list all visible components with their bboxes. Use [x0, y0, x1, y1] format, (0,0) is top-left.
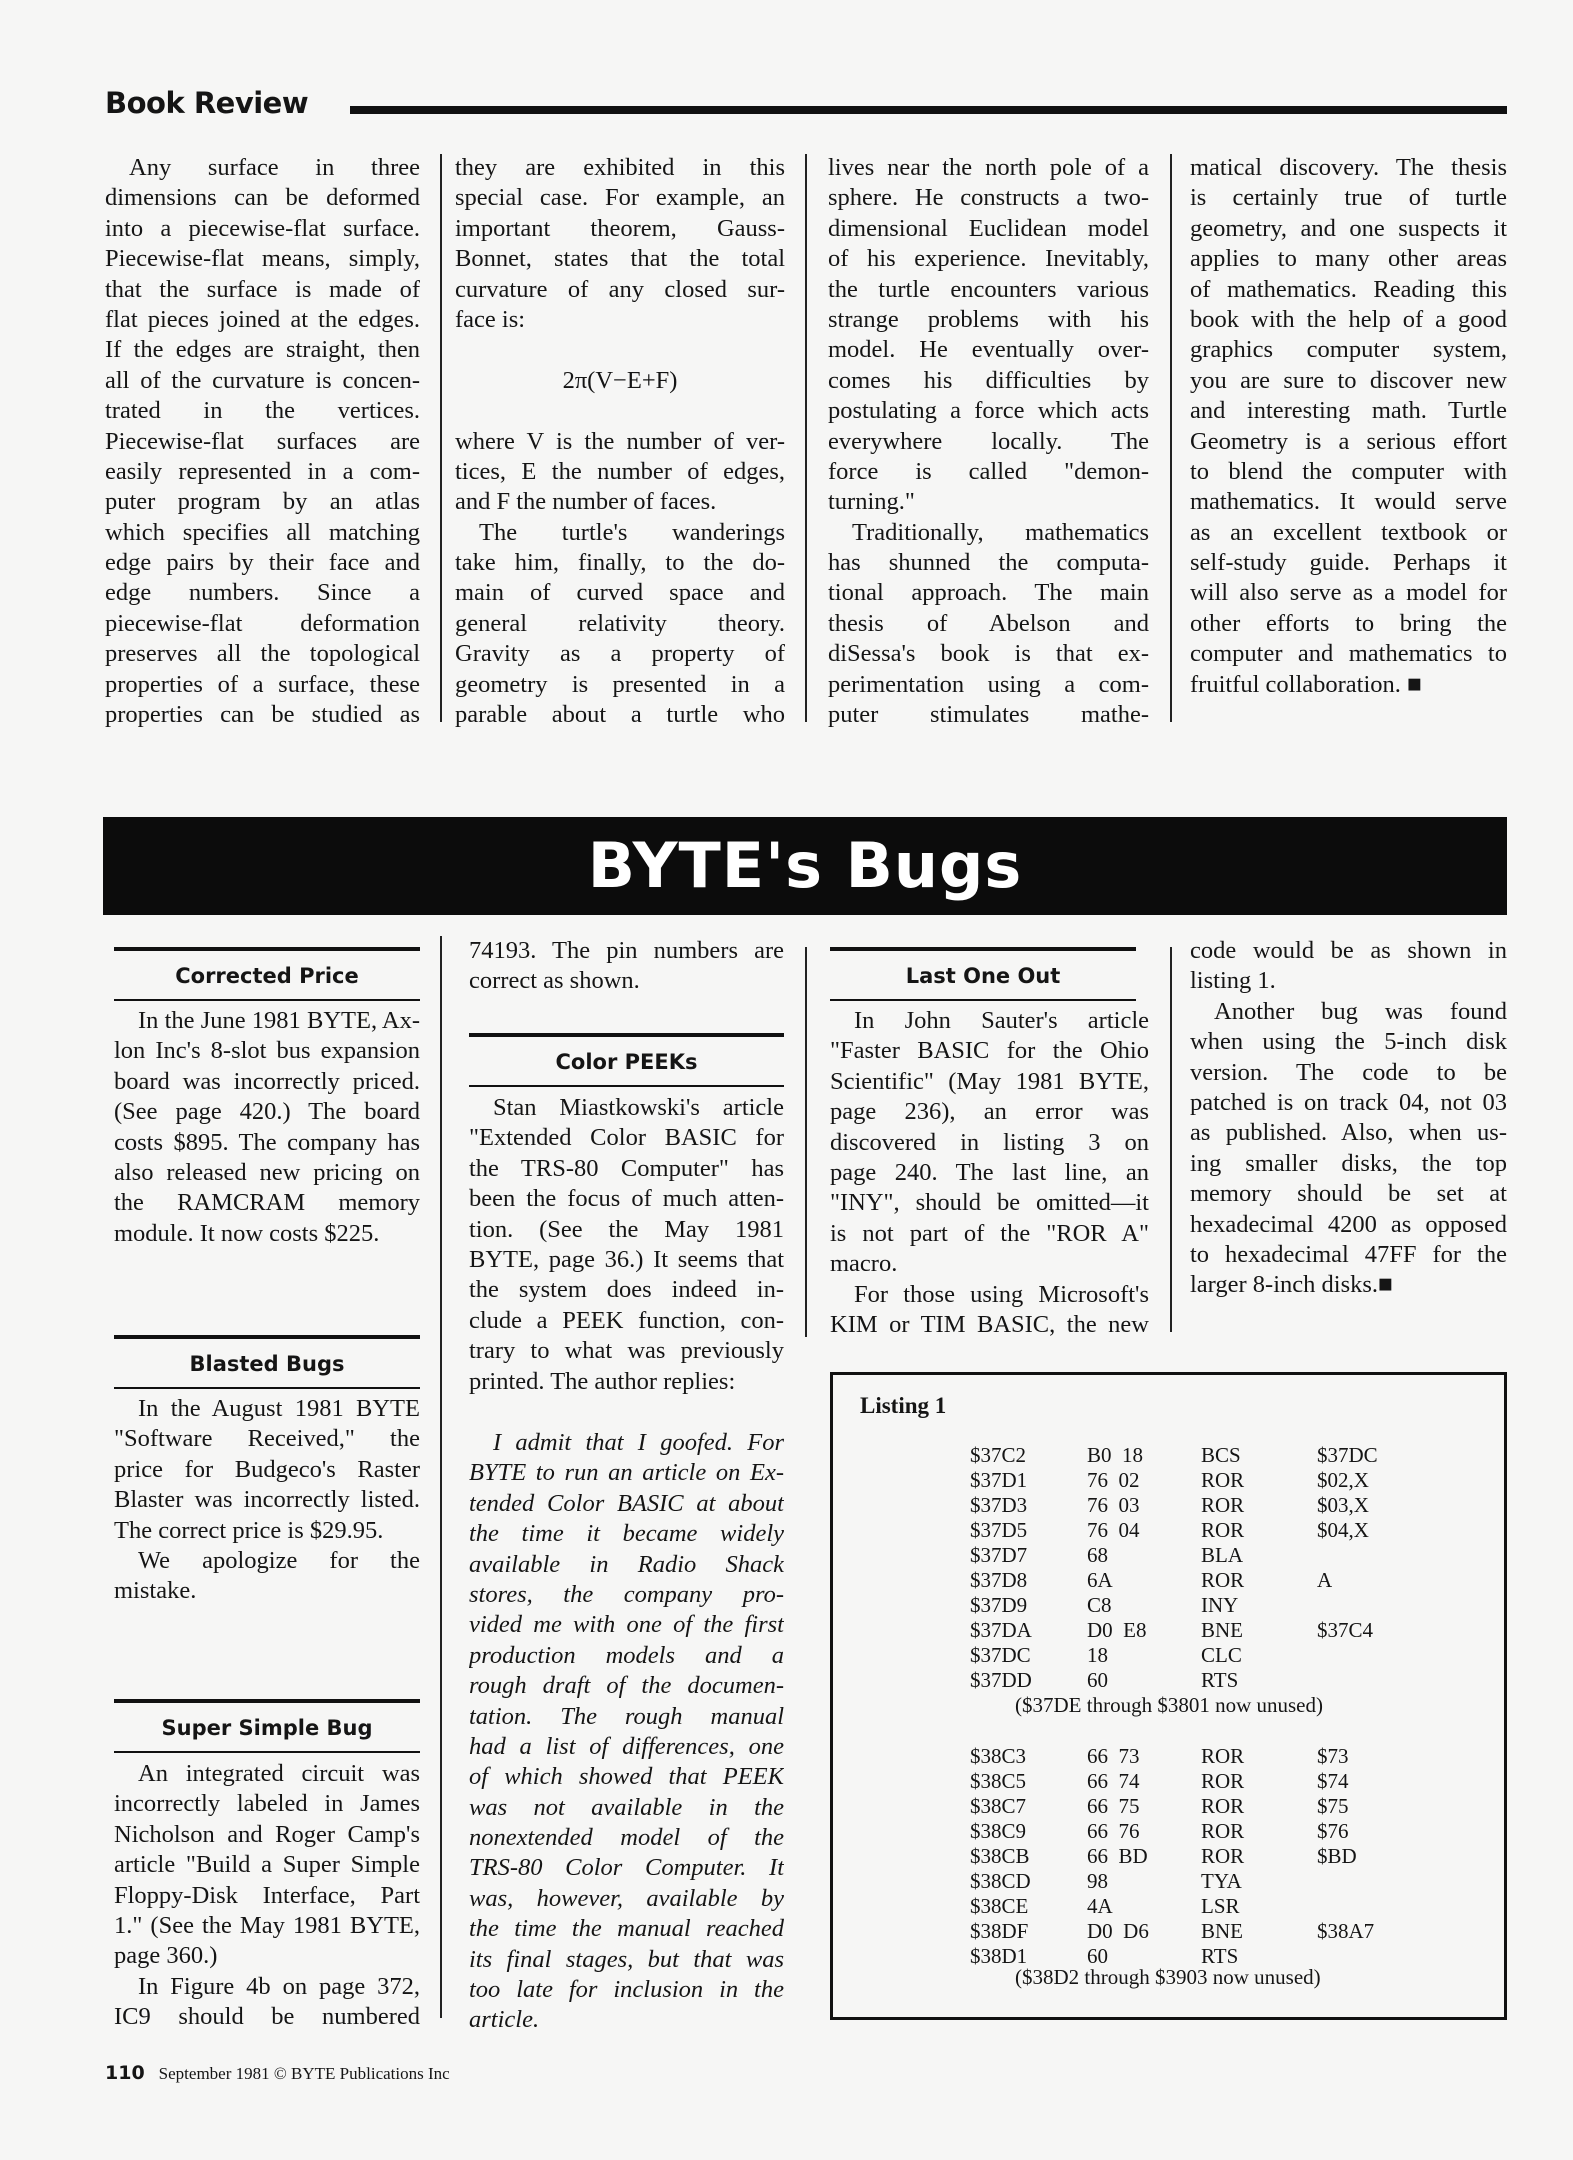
text-line: and F the number of faces.	[455, 488, 717, 516]
listing-mnemonic: ROR	[1201, 1794, 1245, 1818]
listing-address: $38C9	[970, 1819, 1027, 1843]
text-line: article.	[469, 2006, 540, 2034]
text-line: mistake.	[114, 1577, 197, 1605]
super-simple-bug-continued	[469, 936, 784, 997]
text-line: and interesting math. Turtle	[1190, 397, 1507, 425]
listing-address: $37D1	[970, 1468, 1028, 1492]
listing-address: $38CB	[970, 1844, 1030, 1868]
text-line: is certainly true of turtle	[1190, 184, 1507, 212]
listing-address: $38C7	[970, 1794, 1027, 1818]
review-column-3	[828, 153, 1149, 730]
super-simple-bug-text	[114, 1759, 420, 2033]
text-line: clude a PEEK function, con-	[469, 1306, 784, 1334]
text-line: preserves all the topological	[105, 640, 420, 668]
text-line: turning."	[828, 488, 915, 516]
listing-opcode-bytes: B0 18	[1087, 1443, 1144, 1467]
text-line: comes his difficulties by	[828, 366, 1149, 394]
text-line: parable about a turtle who	[455, 701, 785, 729]
text-line: where V is the number of ver-	[455, 427, 785, 455]
text-line: of which showed that PEEK	[469, 1763, 784, 1791]
listing-opcode-bytes: 68	[1087, 1543, 1108, 1567]
text-line: is not part of the "ROR A"	[830, 1219, 1149, 1247]
text-line: into a piecewise-flat surface.	[105, 214, 420, 242]
listing-address: $38DF	[970, 1919, 1029, 1943]
text-line: For those using Microsoft's	[854, 1280, 1149, 1308]
text-line: tation. The rough manual	[469, 1702, 784, 1730]
text-line: has shunned the computa-	[828, 549, 1149, 577]
text-line: will also serve as a model for	[1190, 579, 1507, 607]
text-line: costs $895. The company has	[114, 1128, 420, 1156]
text-line: rough draft of the documen-	[469, 1672, 784, 1700]
listing-operand: $BD	[1317, 1844, 1357, 1868]
listing-mnemonic: ROR	[1201, 1744, 1245, 1768]
heading-super-simple-bug: Super Simple Bug	[114, 1699, 420, 1753]
listing-operand: $73	[1317, 1744, 1349, 1768]
listing-opcode-bytes: 66 74	[1087, 1769, 1140, 1793]
listing-opcode-bytes: 76 02	[1087, 1468, 1140, 1492]
heading-last-one-out: Last One Out	[830, 947, 1136, 1001]
text-line: the system does indeed in-	[469, 1276, 784, 1304]
listing-operand: $02,X	[1317, 1468, 1369, 1492]
text-line: hexadecimal 4200 as opposed	[1190, 1210, 1507, 1238]
text-line: perimentation using a com-	[828, 670, 1149, 698]
listing-mnemonic: RTS	[1201, 1944, 1239, 1968]
text-line: module. It now costs $225.	[114, 1219, 380, 1247]
text-line: properties can be studied as	[105, 701, 420, 729]
text-line: patched is on track 04, not 03	[1190, 1088, 1507, 1116]
text-line: trary to what was previously	[469, 1337, 784, 1365]
listing-mnemonic: ROR	[1201, 1493, 1245, 1517]
text-line: computer and mathematics to	[1190, 640, 1507, 668]
text-line: also released new pricing on	[114, 1158, 420, 1186]
listing-mnemonic: ROR	[1201, 1769, 1245, 1793]
formula	[455, 396, 785, 426]
text-line: "Extended Color BASIC for	[469, 1124, 784, 1152]
corrected-price-text	[114, 1006, 420, 1249]
text-line: An integrated circuit was	[138, 1760, 420, 1787]
text-line: larger 8-inch disks.■	[1190, 1271, 1393, 1299]
listing-opcode-bytes: C8	[1087, 1593, 1112, 1617]
listing-operand: $75	[1317, 1794, 1349, 1818]
listing-address: $37D7	[970, 1543, 1028, 1567]
review-column-4	[1190, 153, 1507, 700]
text-line: the time the manual reached	[469, 1915, 784, 1943]
listing-address: $37D9	[970, 1593, 1028, 1617]
text-line: the turtle encounters various	[828, 275, 1149, 303]
text-line: all of the curvature is concen-	[105, 366, 420, 394]
text-line: was, however, available by	[469, 1884, 784, 1912]
text-line: force is called "demon-	[828, 457, 1149, 485]
text-line: piecewise-flat deformation	[105, 609, 420, 637]
listing-opcode-bytes: 60	[1087, 1668, 1108, 1692]
bugs-banner: BYTE's Bugs	[103, 817, 1507, 915]
text-line: IC9 should be numbered	[114, 2003, 420, 2031]
listing-opcode-bytes: 66 75	[1087, 1794, 1140, 1818]
text-line: puter program by an atlas	[105, 488, 420, 516]
listing-opcode-bytes: 66 76	[1087, 1819, 1140, 1843]
listing-operand: $38A7	[1317, 1919, 1375, 1943]
listing-opcode-bytes: 76 03	[1087, 1493, 1140, 1517]
text-line: Gravity as a property of	[455, 640, 785, 668]
listing-operand: A	[1317, 1568, 1333, 1592]
text-line: lives near the north pole of a	[828, 154, 1149, 181]
text-line: correct as shown.	[469, 967, 640, 995]
listing-operand: $37C4	[1317, 1618, 1374, 1642]
text-line: the TRS-80 Computer" has	[469, 1154, 784, 1182]
text-line: In John Sauter's article	[854, 1007, 1149, 1034]
listing-opcode-bytes: 98	[1087, 1869, 1108, 1893]
text-line: to hexadecimal 47FF for the	[1190, 1240, 1507, 1268]
text-line: vided me with one of the first	[469, 1611, 784, 1639]
listing-mnemonic: ROR	[1201, 1468, 1245, 1492]
formula: 2π(V−E+F)	[562, 366, 678, 394]
text-line: puter stimulates mathe-	[828, 701, 1149, 729]
column-divider	[1170, 947, 1172, 1332]
review-column-1	[105, 153, 420, 730]
page-number: 110	[105, 2062, 145, 2084]
text-line: price for Budgeco's Raster	[114, 1455, 420, 1483]
text-line: Any surface in three	[129, 154, 420, 181]
listing-opcode-bytes: 76 04	[1087, 1518, 1140, 1542]
listing-address: $38C5	[970, 1769, 1027, 1793]
text-line: fruitful collaboration. ■	[1190, 670, 1422, 698]
text-line: printed. The author replies:	[469, 1367, 736, 1395]
listing-address: $37C2	[970, 1443, 1027, 1467]
text-line: In the June 1981 BYTE, Ax-	[138, 1007, 420, 1034]
text-line: KIM or TIM BASIC, the new	[830, 1310, 1149, 1338]
text-line: its final stages, but that was	[469, 1945, 784, 1973]
text-line: general relativity theory.	[455, 609, 785, 637]
listing-opcode-bytes: D0 D6	[1087, 1919, 1149, 1943]
listing-mnemonic: ROR	[1201, 1844, 1245, 1868]
text-line: ing smaller disks, the top	[1190, 1149, 1507, 1177]
text-line: page 240. The last line, an	[830, 1158, 1149, 1186]
section-rule	[350, 106, 1507, 114]
text-line: curvature of any closed sur-	[455, 275, 785, 303]
text-line: book with the help of a good	[1190, 305, 1507, 333]
text-line: trated in the vertices.	[105, 397, 420, 425]
color-peeks-text	[469, 1093, 784, 1397]
listing-mnemonic: BCS	[1201, 1443, 1241, 1467]
text-line: when using the 5-inch disk	[1190, 1028, 1507, 1056]
text-line: as published. Also, when us-	[1190, 1119, 1507, 1147]
text-line: BYTE to run an article on Ex-	[469, 1459, 784, 1487]
listing-box	[830, 1372, 1507, 2020]
text-line: nonextended model of the	[469, 1824, 784, 1852]
text-line: of mathematics. Reading this	[1190, 275, 1507, 303]
text-line: 1." (See the May 1981 BYTE,	[114, 1911, 420, 1939]
text-line: mathematics. It would serve	[1190, 488, 1507, 516]
text-line: I admit that I goofed. For	[493, 1429, 784, 1456]
page-footer	[105, 2062, 450, 2084]
listing-address: $38CD	[970, 1869, 1031, 1893]
text-line: edge numbers. Since a	[105, 579, 420, 607]
color-peeks-quote	[469, 1428, 784, 2036]
listing-title: Listing 1	[860, 1393, 947, 1418]
text-line: had a list of differences, one	[469, 1732, 784, 1760]
text-line: the RAMCRAM memory	[114, 1189, 420, 1217]
listing-address: $38C3	[970, 1744, 1027, 1768]
listing-opcode-bytes: 18	[1087, 1643, 1108, 1667]
text-line: Bonnet, states that the total	[455, 245, 785, 273]
column-divider	[440, 936, 442, 2018]
text-line: tion. (See the May 1981	[469, 1215, 784, 1243]
text-line: lon Inc's 8-slot bus expansion	[114, 1037, 420, 1065]
text-line: We apologize for the	[138, 1546, 420, 1574]
text-line: too late for inclusion in the	[469, 1976, 784, 2004]
text-line: as an excellent textbook or	[1190, 518, 1507, 546]
listing-opcode-bytes: D0 E8	[1087, 1618, 1147, 1642]
section-title: Book Review	[105, 86, 309, 120]
text-line: Another bug was found	[1214, 997, 1507, 1025]
text-line: tended Color BASIC at about	[469, 1489, 784, 1517]
listing-mnemonic: TYA	[1201, 1869, 1242, 1893]
text-line: Traditionally, mathematics	[852, 518, 1149, 546]
text-line: page 360.)	[114, 1942, 218, 1970]
listing-mnemonic: ROR	[1201, 1518, 1245, 1542]
formula	[455, 335, 785, 365]
column-divider	[805, 154, 807, 722]
text-line: take him, finally, to the do-	[455, 549, 785, 577]
text-line: was not available in the	[469, 1793, 784, 1821]
text-line: If the edges are straight, then	[105, 336, 420, 364]
listing-note-2: ($38D2 through $3903 now unused)	[1015, 1965, 1321, 1989]
text-line: tional approach. The main	[828, 579, 1149, 607]
text-line: production models and a	[469, 1641, 784, 1669]
listing-address: $37D3	[970, 1493, 1028, 1517]
text-line: edge pairs by their face and	[105, 549, 420, 577]
text-line: to blend the computer with	[1190, 457, 1507, 485]
text-line: flat pieces joined at the edges.	[105, 305, 420, 333]
last-one-out-text	[830, 1006, 1149, 1340]
listing-address: $37D8	[970, 1568, 1028, 1592]
column-divider	[1170, 154, 1172, 722]
text-line: Stan Miastkowski's article	[493, 1094, 784, 1121]
text-line: In Figure 4b on page 372,	[138, 1972, 420, 2000]
text-line: sphere. He constructs a two-	[828, 184, 1149, 212]
heading-color-peeks: Color PEEKs	[469, 1033, 784, 1087]
text-line: Floppy-Disk Interface, Part	[114, 1881, 420, 1909]
text-line: BYTE, page 36.) It seems that	[469, 1245, 784, 1273]
listing-operand: $74	[1317, 1769, 1349, 1793]
heading-corrected-price: Corrected Price	[114, 947, 420, 1001]
text-line: Piecewise-flat means, simply,	[105, 245, 420, 273]
text-line: board was incorrectly priced.	[114, 1067, 420, 1095]
text-line: TRS-80 Color Computer. It	[469, 1854, 784, 1882]
text-line: "Faster BASIC for the Ohio	[830, 1037, 1149, 1065]
text-line: code would be as shown in	[1190, 937, 1507, 964]
listing-operand: $03,X	[1317, 1493, 1369, 1517]
text-line: that the surface is made of	[105, 275, 420, 303]
listing-opcode-bytes: 66 73	[1087, 1744, 1140, 1768]
listing-operand: $76	[1317, 1819, 1349, 1843]
text-line: postulating a force which acts	[828, 397, 1149, 425]
footer-credit: September 1981 © BYTE Publications Inc	[158, 2064, 450, 2083]
text-line: incorrectly labeled in James	[114, 1790, 420, 1818]
text-line: version. The code to be	[1190, 1058, 1507, 1086]
text-line: thesis of Abelson and	[828, 609, 1149, 637]
text-line: face is:	[455, 305, 526, 333]
listing-note-1: ($37DE through $3801 now unused)	[1015, 1693, 1323, 1717]
text-line: applies to many other areas	[1190, 245, 1507, 273]
listing-mnemonic: CLC	[1201, 1643, 1242, 1667]
text-line: easily represented in a com-	[105, 457, 420, 485]
listing-mnemonic: LSR	[1201, 1894, 1240, 1918]
listing-mnemonic: BNE	[1201, 1618, 1243, 1642]
text-line: dimensional Euclidean model	[828, 214, 1149, 242]
text-line: page 236), an error was	[830, 1098, 1149, 1126]
listing-address: $37D5	[970, 1518, 1028, 1542]
text-line: macro.	[830, 1250, 898, 1278]
text-line: everywhere locally. The	[828, 427, 1149, 455]
text-line: In the August 1981 BYTE	[138, 1395, 420, 1422]
text-line: stores, the company pro-	[469, 1580, 784, 1608]
text-line: they are exhibited in this	[455, 154, 785, 181]
listing-address: $37DA	[970, 1618, 1032, 1642]
listing-mnemonic: ROR	[1201, 1568, 1245, 1592]
text-line: the time it became widely	[469, 1520, 784, 1548]
listing-opcode-bytes: 60	[1087, 1944, 1108, 1968]
text-line: main of curved space and	[455, 579, 785, 607]
text-line: properties of a surface, these	[105, 670, 420, 698]
text-line: The turtle's wanderings	[479, 518, 785, 546]
text-line: article "Build a Super Simple	[114, 1851, 420, 1879]
listing-opcode-bytes: 6A	[1087, 1568, 1113, 1592]
text-line: discovered in listing 3 on	[830, 1128, 1149, 1156]
text-line: dimensions can be deformed	[105, 184, 420, 212]
listing-opcode-bytes: 66 BD	[1087, 1844, 1148, 1868]
text-line: which specifies all matching	[105, 518, 420, 546]
text-line: model. He eventually over-	[828, 336, 1149, 364]
listing-address: $37DD	[970, 1668, 1032, 1692]
text-line: Scientific" (May 1981 BYTE,	[830, 1067, 1149, 1095]
text-line: "Software Received," the	[114, 1425, 420, 1453]
text-line: diSessa's book is that ex-	[828, 640, 1149, 668]
listing-address: $38CE	[970, 1894, 1029, 1918]
text-line: special case. For example, an	[455, 184, 785, 212]
text-line: available in Radio Shack	[469, 1550, 784, 1578]
text-line: listing 1.	[1190, 967, 1276, 995]
listing-mnemonic: BLA	[1201, 1543, 1243, 1567]
text-line: Piecewise-flat surfaces are	[105, 427, 420, 455]
text-line: memory should be set at	[1190, 1180, 1507, 1208]
listing-address: $38D1	[970, 1944, 1028, 1968]
last-one-out-continued	[1190, 936, 1507, 1301]
text-line: matical discovery. The thesis	[1190, 154, 1507, 181]
text-line: Geometry is a serious effort	[1190, 427, 1507, 455]
column-divider	[805, 947, 807, 1337]
text-line: been the focus of much atten-	[469, 1185, 784, 1213]
text-line: Nicholson and Roger Camp's	[114, 1820, 420, 1848]
text-line: tices, E the number of edges,	[455, 457, 785, 485]
text-line: strange problems with his	[828, 305, 1149, 333]
text-line: 74193. The pin numbers are	[469, 937, 784, 964]
text-line: other efforts to bring the	[1190, 609, 1507, 637]
listing-mnemonic: ROR	[1201, 1819, 1245, 1843]
listing-mnemonic: RTS	[1201, 1668, 1239, 1692]
text-line: of his experience. Inevitably,	[828, 245, 1149, 273]
text-line: geometry, and one suspects it	[1190, 214, 1507, 242]
text-line: (See page 420.) The board	[114, 1098, 420, 1126]
blasted-bugs-text	[114, 1394, 420, 1607]
listing-operand: $37DC	[1317, 1443, 1378, 1467]
listing-opcode-bytes: 4A	[1087, 1894, 1113, 1918]
listing-mnemonic: INY	[1201, 1593, 1239, 1617]
text-line: "INY", should be omitted—it	[830, 1189, 1149, 1217]
text-line: The correct price is $29.95.	[114, 1516, 384, 1544]
listing-operand: $04,X	[1317, 1518, 1369, 1542]
text-line: you are sure to discover new	[1190, 366, 1507, 394]
text-line: important theorem, Gauss-	[455, 214, 785, 242]
text-line: graphics computer system,	[1190, 336, 1507, 364]
text-line: self-study guide. Perhaps it	[1190, 549, 1507, 577]
column-divider	[440, 154, 442, 722]
heading-blasted-bugs: Blasted Bugs	[114, 1335, 420, 1389]
text-line: geometry is presented in a	[455, 670, 785, 698]
text-line: Blaster was incorrectly listed.	[114, 1486, 420, 1514]
listing-address: $37DC	[970, 1643, 1031, 1667]
review-column-2	[455, 153, 785, 730]
listing-mnemonic: BNE	[1201, 1919, 1243, 1943]
